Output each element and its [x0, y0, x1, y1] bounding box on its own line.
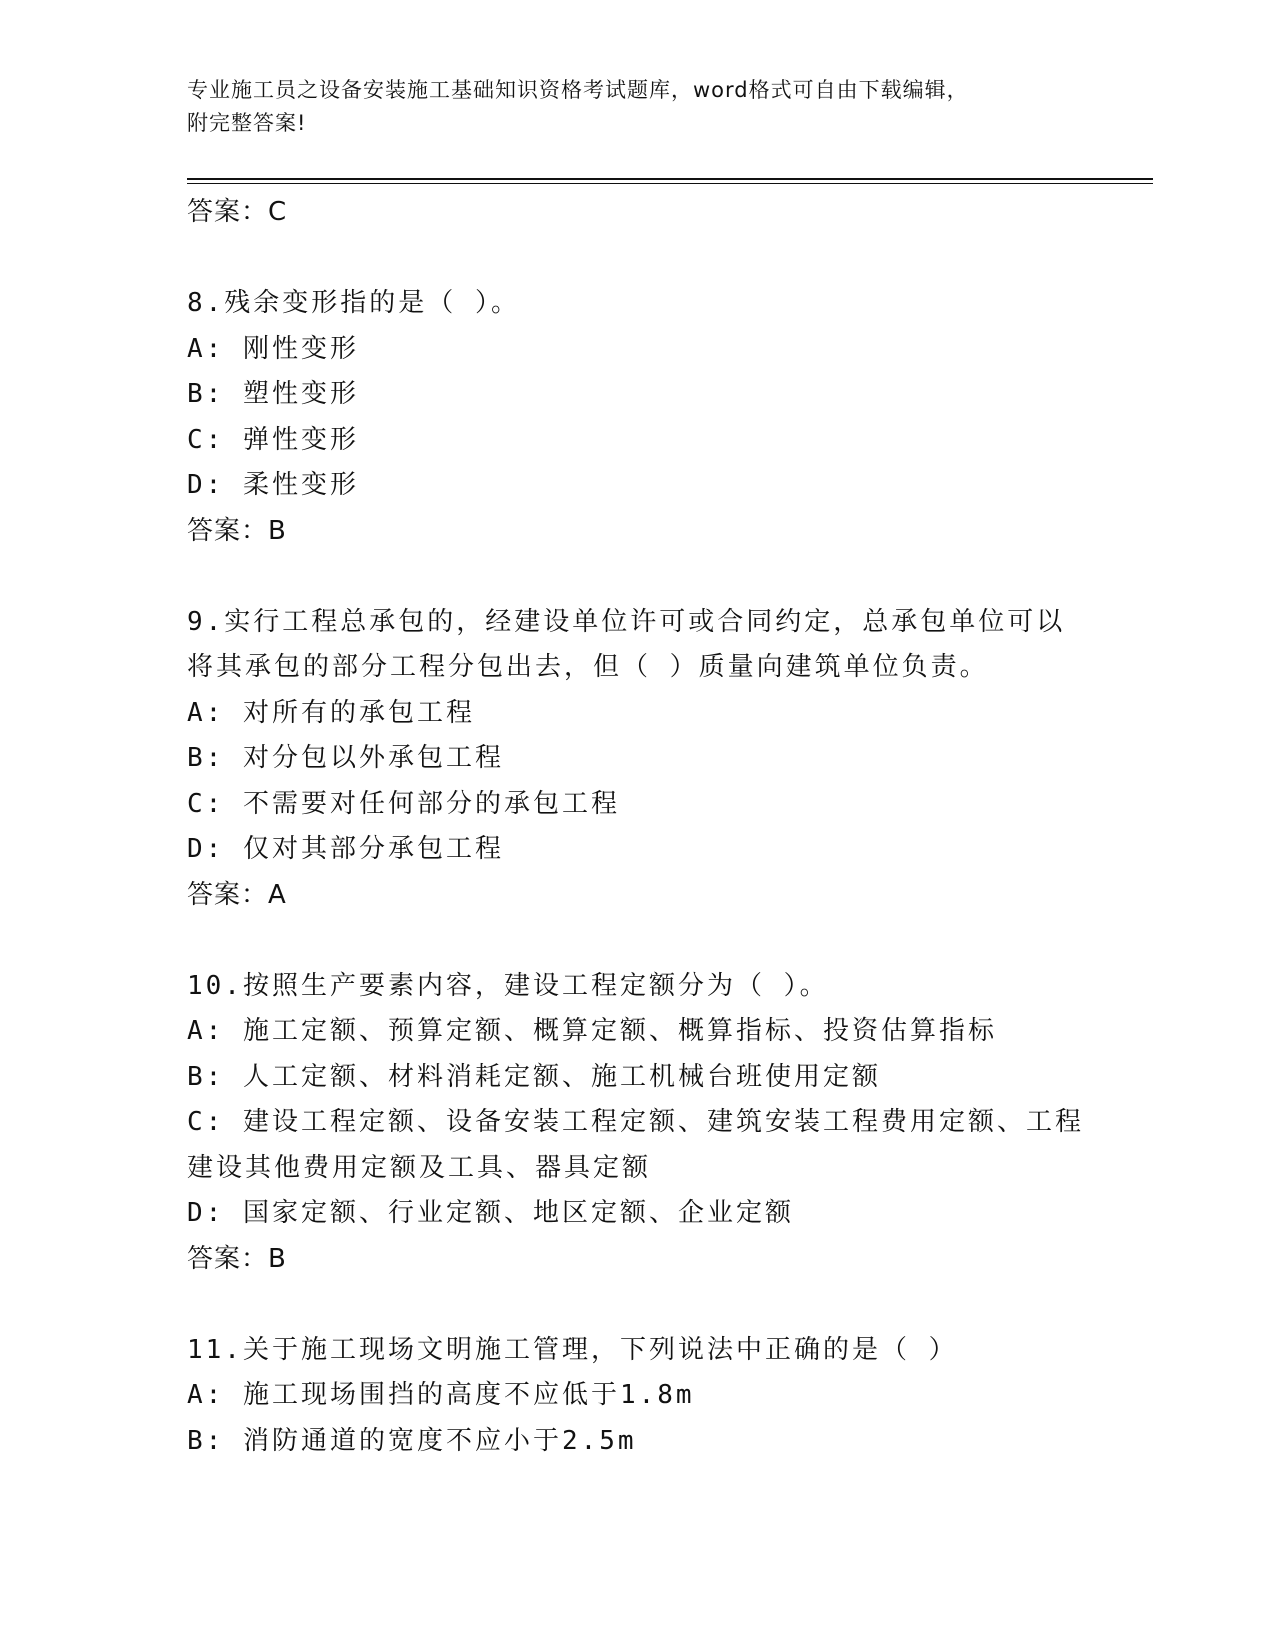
question-10-answer: 答案：B	[187, 1243, 287, 1274]
spacer	[187, 236, 1087, 282]
question-8-option-c: C: 弹性变形	[187, 424, 359, 455]
spacer	[187, 1282, 1087, 1328]
spacer	[187, 554, 1087, 600]
question-list	[187, 190, 1087, 1464]
question-9-option-c: C: 不需要对任何部分的承包工程	[187, 788, 620, 819]
header-line-2: 附完整答案!	[187, 111, 307, 135]
question-8-option-b: B: 塑性变形	[187, 379, 359, 409]
answer-q7: 答案：C	[187, 197, 288, 227]
question-9-option-b: B: 对分包以外承包工程	[187, 743, 504, 773]
header-line-1: 专业施工员之设备安装施工基础知识资格考试题库，word格式可自由下载编辑，	[187, 78, 969, 102]
spacer	[187, 918, 1087, 964]
question-9-option-a: A: 对所有的承包工程	[187, 697, 475, 728]
question-11	[187, 1328, 1087, 1465]
question-9-answer: 答案：A	[187, 879, 287, 910]
question-10-option-b: B: 人工定额、材料消耗定额、施工机械台班使用定额	[187, 1061, 881, 1092]
question-10-option-a: A: 施工定额、预算定额、概算定额、概算指标、投资估算指标	[187, 1016, 997, 1046]
document-header	[187, 74, 1087, 140]
question-10-option-c-line-1: C: 建设工程定额、设备安装工程定额、建筑安装工程费用定额、工程	[187, 1107, 1084, 1137]
question-10	[187, 964, 1087, 1283]
question-10-option-c-line-2: 建设其他费用定额及工具、器具定额	[187, 1152, 652, 1183]
question-8-answer: 答案：B	[187, 515, 287, 546]
question-9	[187, 600, 1087, 919]
question-10-option-d: D: 国家定额、行业定额、地区定额、企业定额	[187, 1198, 794, 1228]
question-8-option-a: A: 刚性变形	[187, 333, 359, 364]
question-11-option-a: A: 施工现场围挡的高度不应低于1.8m	[187, 1380, 695, 1410]
header-divider-thin	[187, 183, 1153, 184]
question-9-stem-line-1: 9.实行工程总承包的，经建设单位许可或合同约定，总承包单位可以	[187, 606, 1066, 637]
header-divider-thick	[187, 178, 1153, 180]
question-11-stem: 11.关于施工现场文明施工管理，下列说法中正确的是（ ）	[187, 1334, 958, 1365]
question-8-stem: 8.残余变形指的是（ ）。	[187, 288, 520, 318]
question-8-option-d: D: 柔性变形	[187, 470, 359, 500]
question-8	[187, 281, 1087, 554]
question-9-stem-line-2: 将其承包的部分工程分包出去，但（ ）质量向建筑单位负责。	[187, 652, 989, 682]
question-11-option-b: B: 消防通道的宽度不应小于2.5m	[187, 1425, 637, 1456]
question-10-stem: 10.按照生产要素内容，建设工程定额分为（ ）。	[187, 970, 829, 1001]
question-9-option-d: D: 仅对其部分承包工程	[187, 834, 504, 864]
